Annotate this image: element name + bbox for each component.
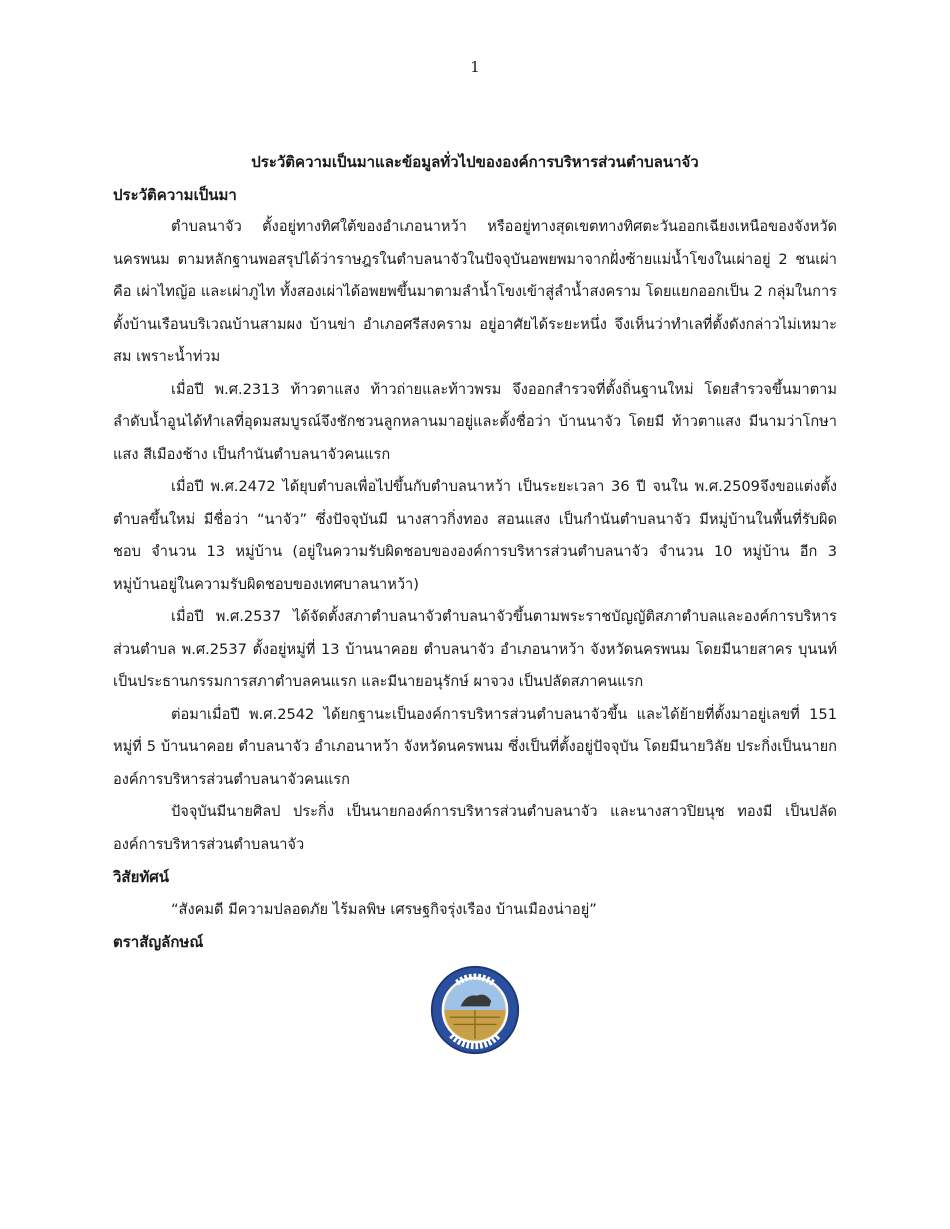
document-body <box>113 146 837 1055</box>
history-paragraph: เมื่อปี พ.ศ.2313 ท้าวตาแสง ท้าวถ่ายและท้าวพรม จึงออกสำรวจที่ตั้งถิ่นฐานใหม่ โดยสำรวจขึ้นมาตามลำดับน้ำอูนได้ทำเลที่อุดมสมบูรณ์จึงชักชวนลูกหลานมาอยู่และตั้งชื่อว่า บ้านนาจัว โดยมี ท้าวตาแสง มีนามว่าโกษาแสง สีเมืองช้าง เป็นกำนันตำบลนาจัวคนแรก <box>113 380 837 463</box>
history-paragraph: เมื่อปี พ.ศ.2537 ได้จัดตั้งสภาตำบลนาจัวตำบลนาจัวขึ้นตามพระราชบัญญัติสภาตำบลและองค์การบริหารส่วนตำบล พ.ศ.2537 ตั้งอยู่หมู่ที่ 13 บ้านนาคอย ตำบลนาจัว อำเภอนาหว้า จังหวัดนครพนม โดยมีนายสาคร บุนนท์ เป็นประธานกรรมการสภาตำบลคนแรก และมีนายอนุรักษ์ ผาจวง เป็นปลัดสภาคนแรก <box>113 608 837 690</box>
page-number: 1 <box>470 58 480 76</box>
document-title: ประวัติความเป็นมาและข้อมูลทั่วไปขององค์การบริหารส่วนตำบลนาจัว <box>251 153 699 171</box>
history-paragraph: ตำบลนาจัว ตั้งอยู่ทางทิศใต้ของอำเภอนาหว้า หรืออยู่ทางสุดเขตทางทิศตะวันออกเฉียงเหนือของจังหวัดนครพนม ตามหลักฐานพอสรุปได้ว่าราษฎรในตำบลนาจัวในปัจจุบันอพยพมาจากฝั่งซ้ายแม่น้ำโขงในเผ่าอยู่ 2 ชนเผ่าคือ เผ่าไทญ้อ และเผ่าภูไท ทั้งสองเผ่าได้อพยพขึ้นมาตามลำน้ำโขงเข้าสู่ลำน้ำสงคราม โดยแยกออกเป็น 2 กลุ่มในการตั้งบ้านเรือนบริเวณบ้านสามผง บ้านข่า อำเภอศรีสงคราม อยู่อาศัยได้ระยะหนึ่ง จึงเห็นว่าทำเลที่ตั้งดังกล่าวไม่เหมาะสม เพราะน้ำท่วม <box>113 218 837 365</box>
organization-emblem <box>430 965 520 1055</box>
emblem-container <box>113 965 837 1055</box>
vision-heading: วิสัยทัศน์ <box>113 868 170 886</box>
emblem-heading: ตราสัญลักษณ์ <box>113 933 204 951</box>
history-paragraph: ต่อมาเมื่อปี พ.ศ.2542 ได้ยกฐานะเป็นองค์การบริหารส่วนตำบลนาจัวขึ้น และได้ย้ายที่ตั้งมาอยู่เลขที่ 151 หมู่ที่ 5 บ้านนาคอย ตำบลนาจัว อำเภอนาหว้า จังหวัดนครพนม ซึ่งเป็นที่ตั้งอยู่ปัจจุบัน โดยมีนายวิลัย ประกิ่งเป็นนายกองค์การบริหารส่วนตำบลนาจัวคนแรก <box>113 705 837 788</box>
history-paragraph: ปัจจุบันมีนายศิลป ประกิ่ง เป็นนายกองค์การบริหารส่วนตำบลนาจัว และนางสาวปิยนุช ทองมี เป็นปลัดองค์การบริหารส่วนตำบลนาจัว <box>113 803 837 853</box>
history-paragraph: เมื่อปี พ.ศ.2472 ได้ยุบตำบลเพื่อไปขึ้นกับตำบลนาหว้า เป็นระยะเวลา 36 ปี จนใน พ.ศ.2509จึงขอแต่งตั้งตำบลขึ้นใหม่ มีชื่อว่า “นาจัว” ซึ่งปัจจุบันมี นางสาวกิ่งทอง สอนแสง เป็นกำนันตำบลนาจัว มีหมู่บ้านในพื้นที่รับผิดชอบ จำนวน 13 หมู่บ้าน (อยู่ในความรับผิดชอบขององค์การบริหารส่วนตำบลนาจัว จำนวน 10 หมู่บ้าน อีก 3 หมู่บ้านอยู่ในความรับผิดชอบของเทศบาลนาหว้า) <box>113 478 837 593</box>
vision-statement: “สังคมดี มีความปลอดภัย ไร้มลพิษ เศรษฐกิจรุ่งเรือง บ้านเมืองน่าอยู่” <box>171 900 597 918</box>
history-heading: ประวัติความเป็นมา <box>113 185 237 204</box>
